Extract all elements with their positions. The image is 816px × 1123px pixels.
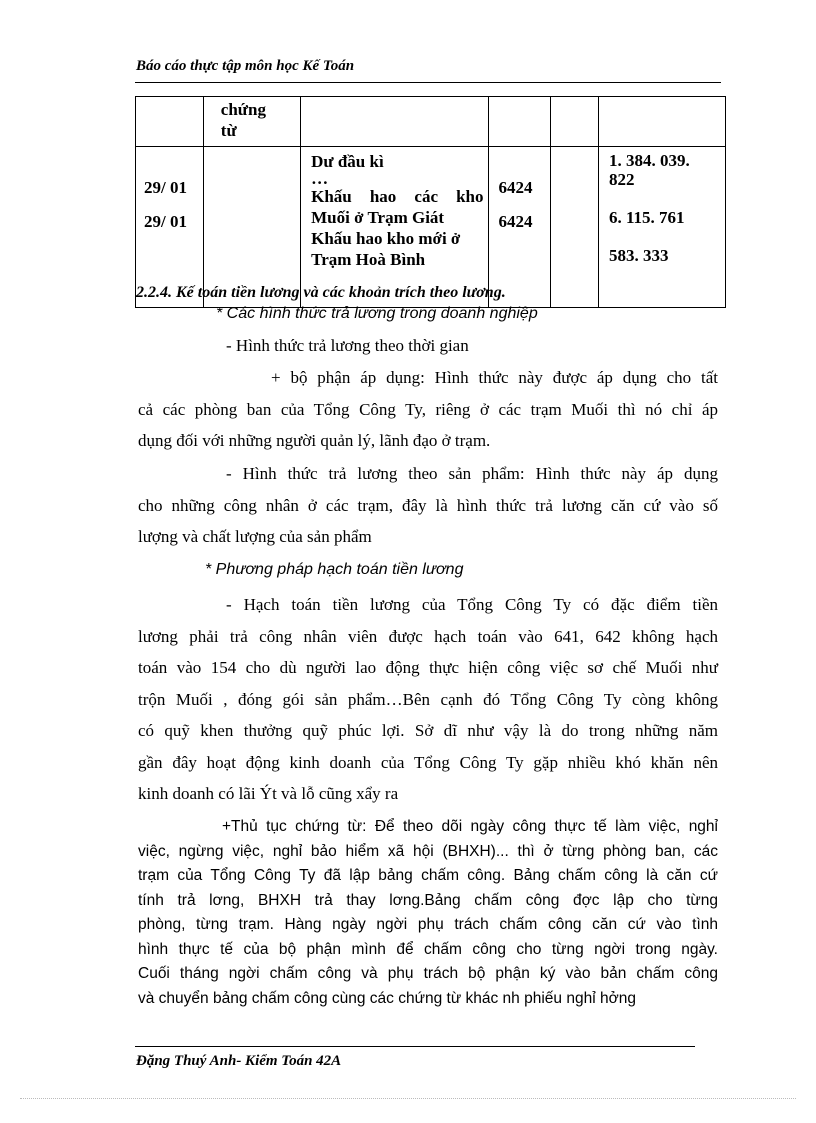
ledger-table: [135, 96, 726, 308]
text-line: hình thực tế của bộ phận mình để chấm công cho từng ngời trong ngày.: [138, 940, 718, 958]
paragraph-documents: [138, 815, 718, 1011]
text-line: có quỹ khen thưởng quỹ phúc lợi. Sở dĩ như vậy là do trong những năm: [138, 721, 718, 740]
text-line: +Thủ tục chứng từ: Để theo dõi ngày công thực tế làm việc, nghỉ: [222, 818, 718, 835]
text-line: tính trả lơng, BHXH trả thay lơng.Bảng chấm công đợc lập cho từng: [138, 891, 718, 909]
paragraph-time-based: - Hình thức trả lương theo thời gian: [226, 336, 469, 355]
table-row: [136, 97, 726, 147]
table-cell: [301, 97, 488, 147]
text-line: toán vào 154 cho dù người lao động thực hiện công việc sơ chế Muối như: [138, 658, 718, 677]
header-rule: [135, 82, 721, 83]
text-line: trộn Muối , đóng gói sản phẩm…Bên cạnh đó Tổng Công Ty còng không: [138, 689, 718, 709]
text-line: lương phải trả công nhân viên được hạch toán vào 641, 642 không hạch: [138, 626, 718, 646]
text-line: dụng đối với những người quản lý, lãnh đạo ở trạm.: [138, 431, 491, 450]
paragraph-scope: [138, 362, 718, 457]
page-header-title: Báo cáo thực tập môn học Kế Toán: [136, 58, 355, 74]
table-cell: [488, 97, 551, 147]
text-line: phòng, từng trạm. Hàng ngày ngời phụ trách chấm công căn cứ vào tình: [138, 916, 718, 933]
text-line: kinh doanh có lãi Ýt và lỗ cũng xẩy ra: [138, 784, 399, 803]
description-line: Trạm Hoà Bình: [311, 250, 426, 269]
amount-value: 1. 384. 039.: [608, 151, 690, 170]
text-line: - Hạch toán tiền lương của Tổng Công Ty có đặc điểm tiền: [226, 595, 718, 614]
text-line: việc, ngừng việc, nghỉ bảo hiểm xã hội (BHXH)... thì ở từng phòng ban, các: [138, 842, 718, 860]
text-line: và chuyển bảng chấm công cùng các chứng từ khác nh phiếu nghỉ hởng: [138, 989, 636, 1007]
description-line: Khấu hao kho mới ở: [311, 229, 461, 248]
amount-value: 822: [608, 170, 635, 189]
date-value: 29/ 01: [144, 178, 187, 197]
description-line: Muối ở Trạm Giát: [311, 208, 445, 227]
text-line: cả các phòng ban của Tổng Công Ty, riêng ở các trạm Muối thì nó chỉ áp: [138, 399, 718, 419]
text-line: + bộ phận áp dụng: Hình thức này được áp dụng cho tất: [271, 368, 718, 387]
amount-value: 6. 115. 761: [608, 208, 685, 227]
description-line: Dư đầu kì: [311, 152, 384, 171]
subheading-accounting-method: * Phương pháp hạch toán tiền lương: [205, 561, 464, 578]
page-edge-dotted-line: [20, 1098, 796, 1099]
footer-rule: [135, 1046, 695, 1047]
section-title: 2.2.4. Kế toán tiền lương và các khoản trích theo lương.: [136, 284, 506, 301]
table-cell: [551, 147, 599, 308]
text-line: lượng và chất lượng của sản phẩm: [138, 527, 372, 546]
description-line: Khấu hao các kho: [311, 187, 484, 206]
paragraph-product-based: [138, 458, 718, 553]
table-cell: [598, 97, 725, 147]
table-cell-voucher-header: [203, 97, 300, 147]
paragraph-accounting: [138, 589, 718, 810]
text-line: Cuối tháng ngời chấm công và phụ trách bộ phận ký vào bản chấm công: [138, 965, 718, 982]
page-footer-title: Đặng Thuý Anh- Kiểm Toán 42A: [136, 1053, 342, 1069]
account-value: 6424: [498, 212, 533, 231]
text-line: - Hình thức trả lương theo sản phẩm: Hình thức này áp dụng: [226, 464, 718, 483]
subheading-pay-forms: * Các hình thức trả lương trong doanh nghiệp: [216, 305, 538, 322]
voucher-header-line: từ: [220, 121, 237, 140]
text-line: cho những công nhân ở các trạm, đây là hình thức trả lương căn cứ vào số: [138, 495, 718, 515]
voucher-header-line: chứng: [220, 100, 266, 119]
text-line: trạm của Tổng Công Ty đã lập bảng chấm công. Bảng chấm công là căn cứ: [138, 867, 718, 884]
table-cell: [136, 97, 204, 147]
account-value: 6424: [498, 178, 533, 197]
table-cell-amounts: [598, 147, 725, 308]
text-line: gần đây hoạt động kinh doanh của Tổng Công Ty gặp nhiều khó khăn nên: [138, 752, 718, 772]
amount-value: 583. 333: [608, 246, 669, 265]
description-line: …: [311, 169, 329, 188]
date-value: 29/ 01: [144, 212, 187, 231]
table-cell: [551, 97, 599, 147]
